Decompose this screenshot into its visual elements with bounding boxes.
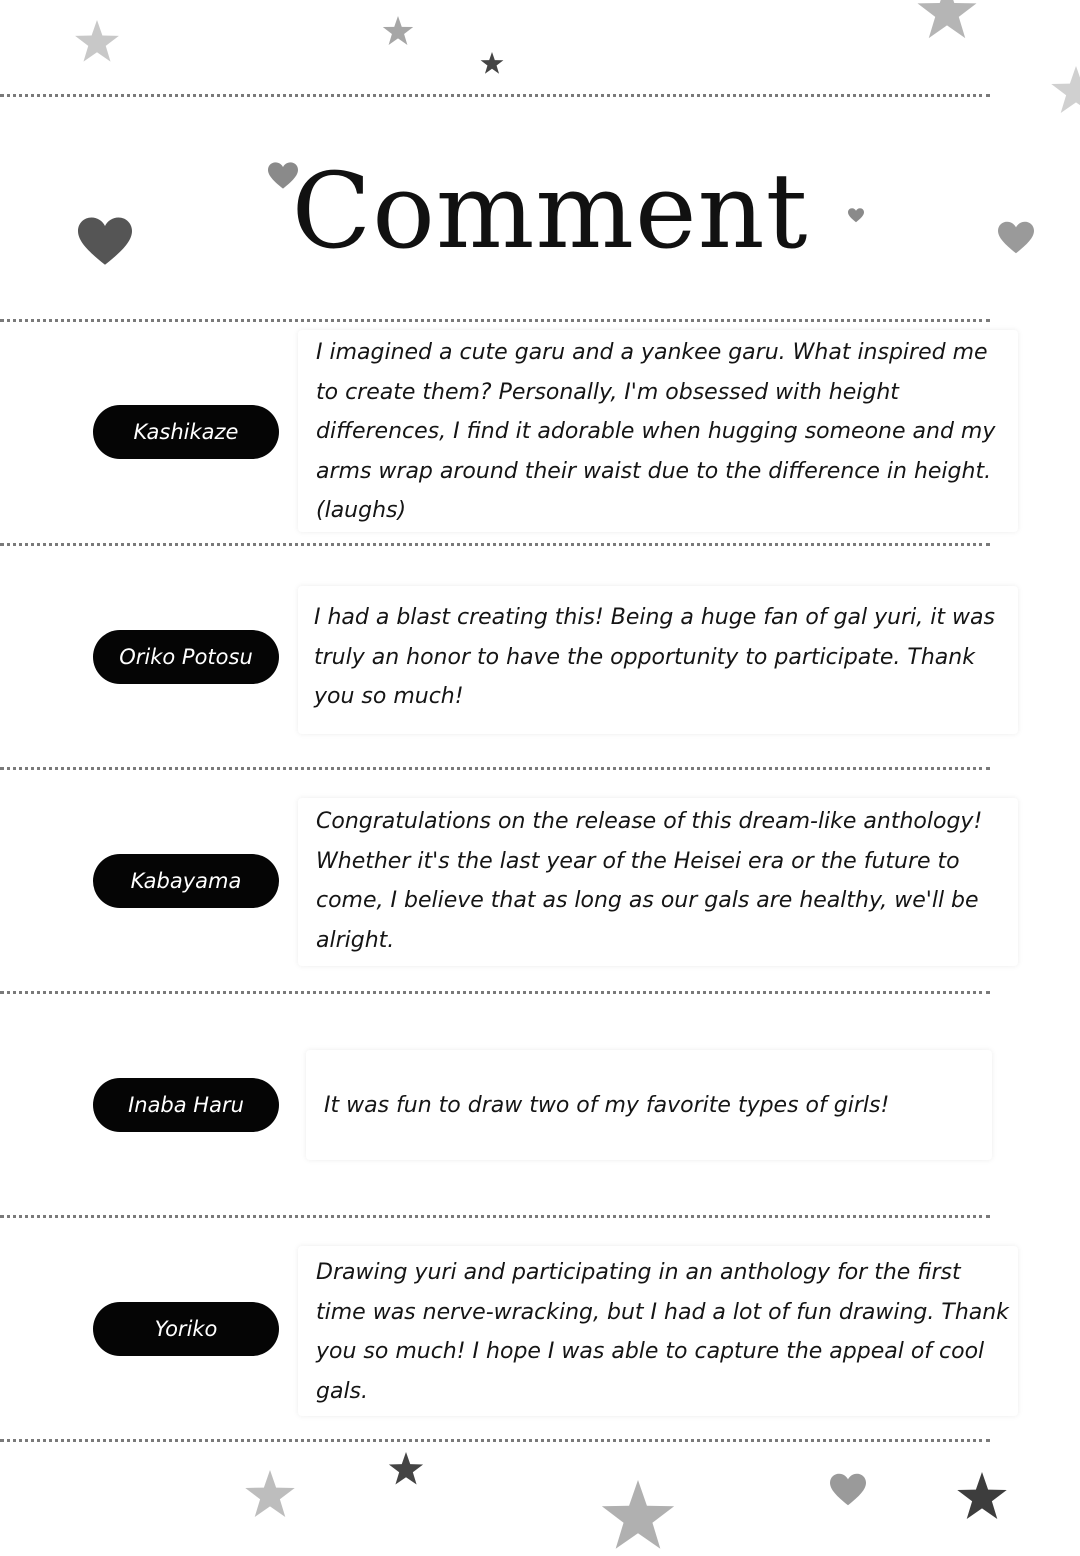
star-icon	[244, 1470, 296, 1522]
comment-text: I had a blast creating this! Being a huge fan of gal yuri, it was truly an honor to have the opportunity to participate. Thank you so much!	[314, 605, 995, 709]
divider	[0, 1439, 990, 1442]
star-icon	[74, 20, 120, 66]
divider	[0, 767, 990, 770]
comment-text: Drawing yuri and participating in an anthology for the first time was nerve-wracking, but I had a lot of fun drawing. Thank you so much! I hope I was able to capture the appeal of cool gals.	[316, 1260, 1009, 1404]
star-icon	[956, 1472, 1008, 1524]
star-icon	[480, 52, 504, 76]
author-name-kabayama: Kabayama	[93, 854, 279, 908]
author-name-yoriko: Yoriko	[93, 1302, 279, 1356]
divider	[0, 319, 990, 322]
comment-text: I imagined a cute garu and a yankee garu. What inspired me to create them? Personally, I'm obsessed with height differences, I find it adorable when hugging someone and my arms wrap around their waist due to the difference in height. (laughs)	[316, 340, 996, 523]
divider	[0, 94, 990, 97]
author-name-inaba-haru: Inaba Haru	[93, 1078, 279, 1132]
star-icon	[1050, 66, 1080, 118]
comment-text: Congratulations on the release of this dream-like anthology! Whether it's the last year of the Heisei era or the future to come, I believe that as long as our gals are healthy, we'll be alright.	[316, 809, 983, 953]
star-icon	[388, 1452, 424, 1488]
star-icon	[916, 0, 978, 44]
divider	[0, 1215, 990, 1218]
author-name-oriko-potosu: Oriko Potosu	[93, 630, 279, 684]
comment-text: It was fun to draw two of my favorite types of girls!	[324, 1093, 890, 1118]
star-icon	[382, 16, 414, 48]
heart-icon	[830, 1472, 866, 1508]
divider	[0, 991, 990, 994]
divider	[0, 543, 990, 546]
star-icon	[600, 1480, 676, 1556]
page-title: Comment	[291, 150, 809, 272]
author-name-kashikaze: Kashikaze	[93, 405, 279, 459]
